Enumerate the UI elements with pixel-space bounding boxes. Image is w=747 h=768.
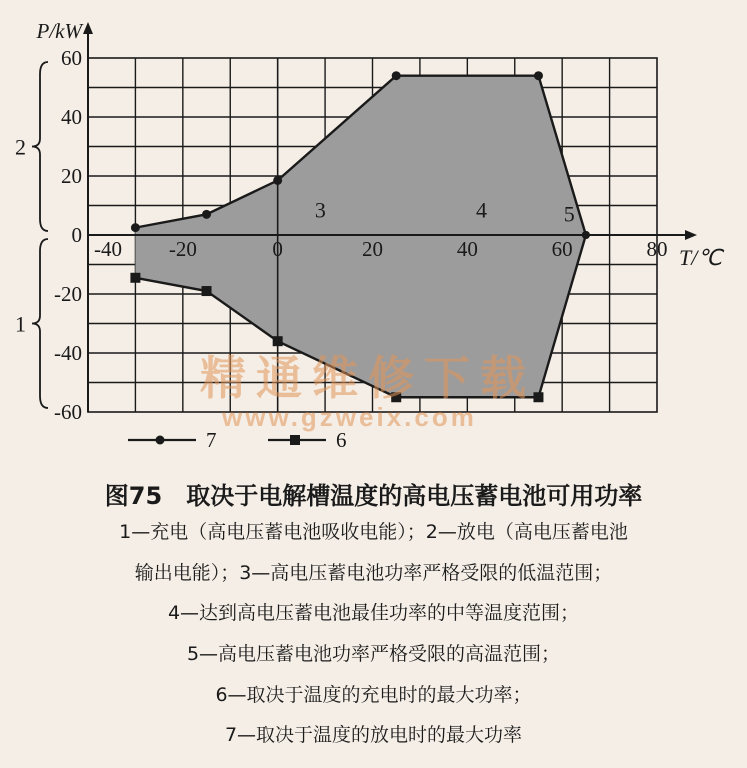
x-axis-label: T/℃: [679, 245, 723, 270]
bracket-label: 1: [15, 311, 26, 337]
y-tick-label: 60: [61, 46, 82, 70]
region-label: 3: [314, 197, 326, 223]
y-tick-label: 0: [71, 223, 82, 247]
y-tick-label: -60: [54, 400, 82, 424]
bracket: [32, 62, 48, 231]
caption-line-4: 5—高电压蓄电池功率严格受限的高温范围；: [186, 643, 561, 665]
legend-label-7: 7: [206, 428, 217, 452]
watermark-text: 精通维修下载: [200, 351, 536, 405]
y-tick-label: 20: [61, 164, 82, 188]
x-tick-label: 60: [551, 237, 573, 261]
region-label: 4: [476, 197, 488, 223]
caption-line-1: 1—充电（高电压蓄电池吸收电能）；2—放电（高电压蓄电池: [119, 521, 628, 543]
legend-label-6: 6: [336, 428, 347, 452]
region-label: 5: [563, 201, 575, 227]
legend-marker-6: [290, 435, 300, 445]
data-point: [273, 176, 282, 185]
data-point: [534, 71, 543, 80]
x-tick-label: -40: [94, 237, 122, 261]
x-tick-label: 20: [362, 237, 383, 261]
watermark-url: www.gzweix.com: [222, 402, 477, 432]
caption-line-5: 6—取决于温度的充电时的最大功率；: [215, 684, 532, 706]
caption-line-2: 输出电能）；3—高电压蓄电池功率严格受限的低温范围；: [134, 562, 613, 584]
y-tick-label: -40: [54, 341, 82, 365]
y-axis-label: P/kW: [36, 19, 82, 43]
x-tick-label: 0: [272, 237, 283, 261]
data-point: [131, 223, 140, 232]
legend-marker-7: [156, 436, 165, 445]
caption-line-6: 7—取决于温度的放电时的最大功率: [224, 724, 523, 746]
figure-caption-title: 图75 取决于电解槽温度的高电压蓄电池可用功率: [104, 482, 643, 510]
x-axis-arrow: [685, 230, 697, 240]
data-point: [582, 231, 590, 239]
y-tick-label: 40: [61, 105, 82, 129]
data-point: [202, 210, 211, 219]
data-point: [202, 286, 212, 296]
data-point: [392, 71, 401, 80]
data-point: [130, 273, 140, 283]
x-tick-label: -20: [168, 237, 197, 261]
bracket-label: 2: [15, 134, 26, 160]
caption-line-3: 4—达到高电压蓄电池最佳功率的中等温度范围；: [167, 602, 580, 624]
y-tick-label: -20: [54, 282, 82, 306]
x-tick-label: 40: [456, 237, 478, 261]
y-axis-arrow: [83, 22, 93, 34]
bracket: [32, 239, 48, 408]
x-tick-label: 80: [646, 237, 668, 261]
